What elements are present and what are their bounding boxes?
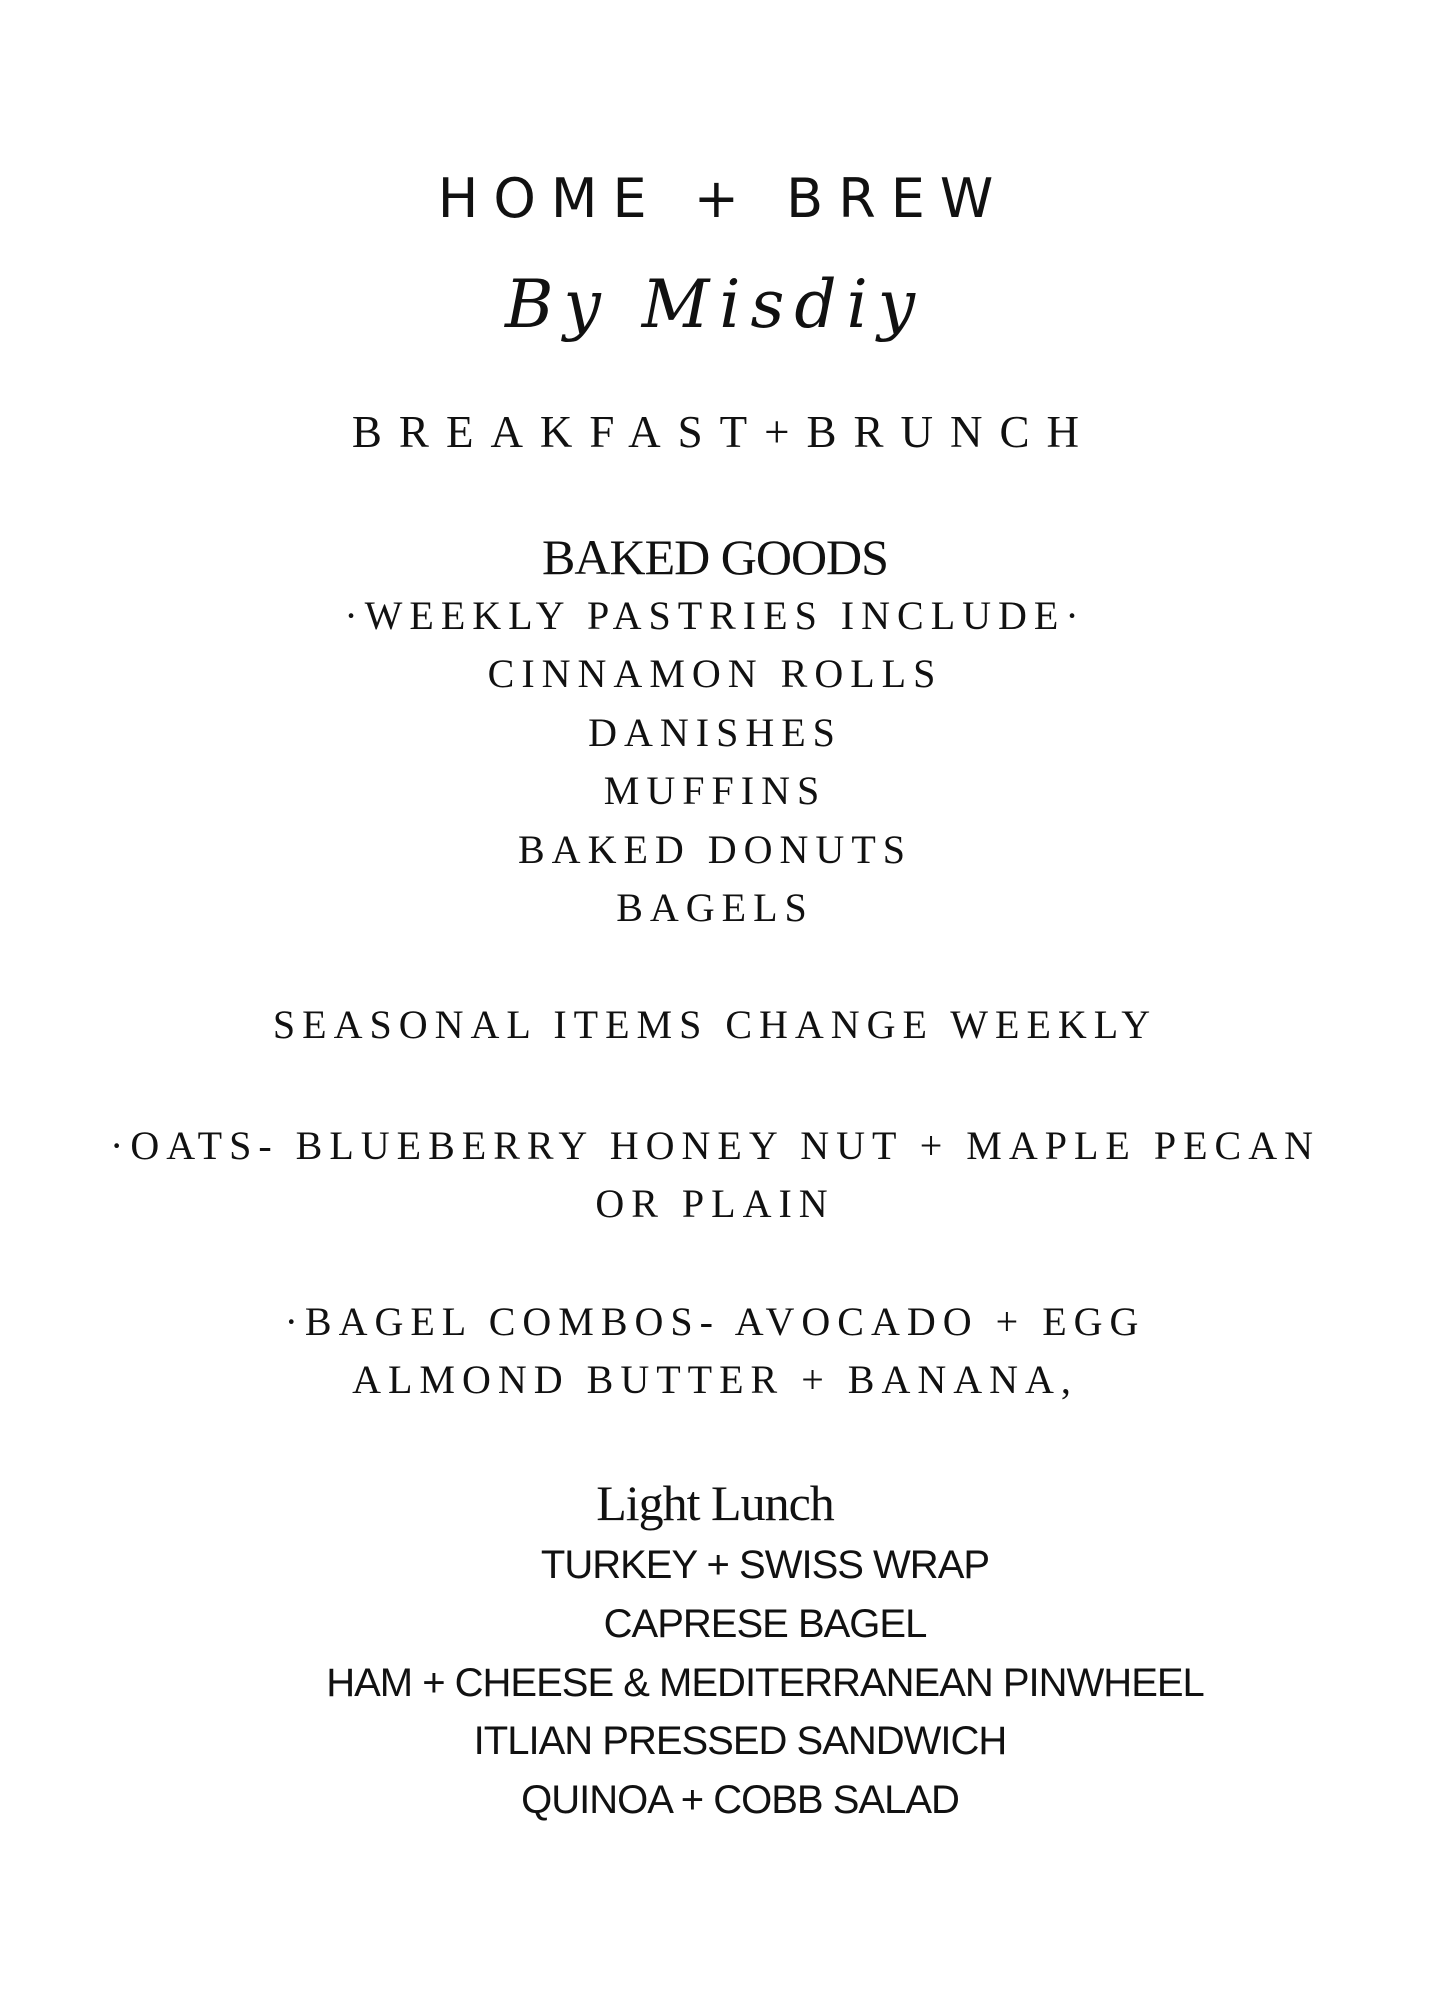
menu-item: CAPRESE BAGEL [603,1602,927,1646]
menu-item: CINNAMON ROLLS [487,651,943,696]
menu-item: HAM + CHEESE & MEDITERRANEAN PINWHEEL [326,1661,1204,1705]
bagel-combos-line-2: ALMOND BUTTER + BANANA, [352,1357,1078,1402]
brand-title: HOME + BREW [437,167,1009,230]
menu-category-title: BREAKFAST+BRUNCH [351,407,1097,457]
signature: By Misdiy [505,266,925,343]
menu-item: MUFFINS [603,768,827,813]
menu-item: QUINOA + COBB SALAD [521,1778,959,1822]
baked-goods-heading: BAKED GOODS [542,529,888,585]
bagel-combos-line-1: ·BAGEL COMBOS- AVOCADO + EGG [284,1299,1146,1344]
oats-line-2: OR PLAIN [595,1181,835,1226]
menu-item: BAGELS [616,885,814,930]
seasonal-note: SEASONAL ITEMS CHANGE WEEKLY [272,1002,1158,1047]
menu-item: TURKEY + SWISS WRAP [540,1543,990,1587]
menu-item: DANISHES [588,710,842,755]
menu-item: ITLIAN PRESSED SANDWICH [473,1719,1007,1763]
light-lunch-heading: Light Lunch [596,1475,834,1531]
menu-item: BAKED DONUTS [518,827,912,872]
oats-line-1: ·OATS- BLUEBERRY HONEY NUT + MAPLE PECAN [110,1123,1320,1168]
pastries-intro: ·WEEKLY PASTRIES INCLUDE· [344,593,1086,638]
